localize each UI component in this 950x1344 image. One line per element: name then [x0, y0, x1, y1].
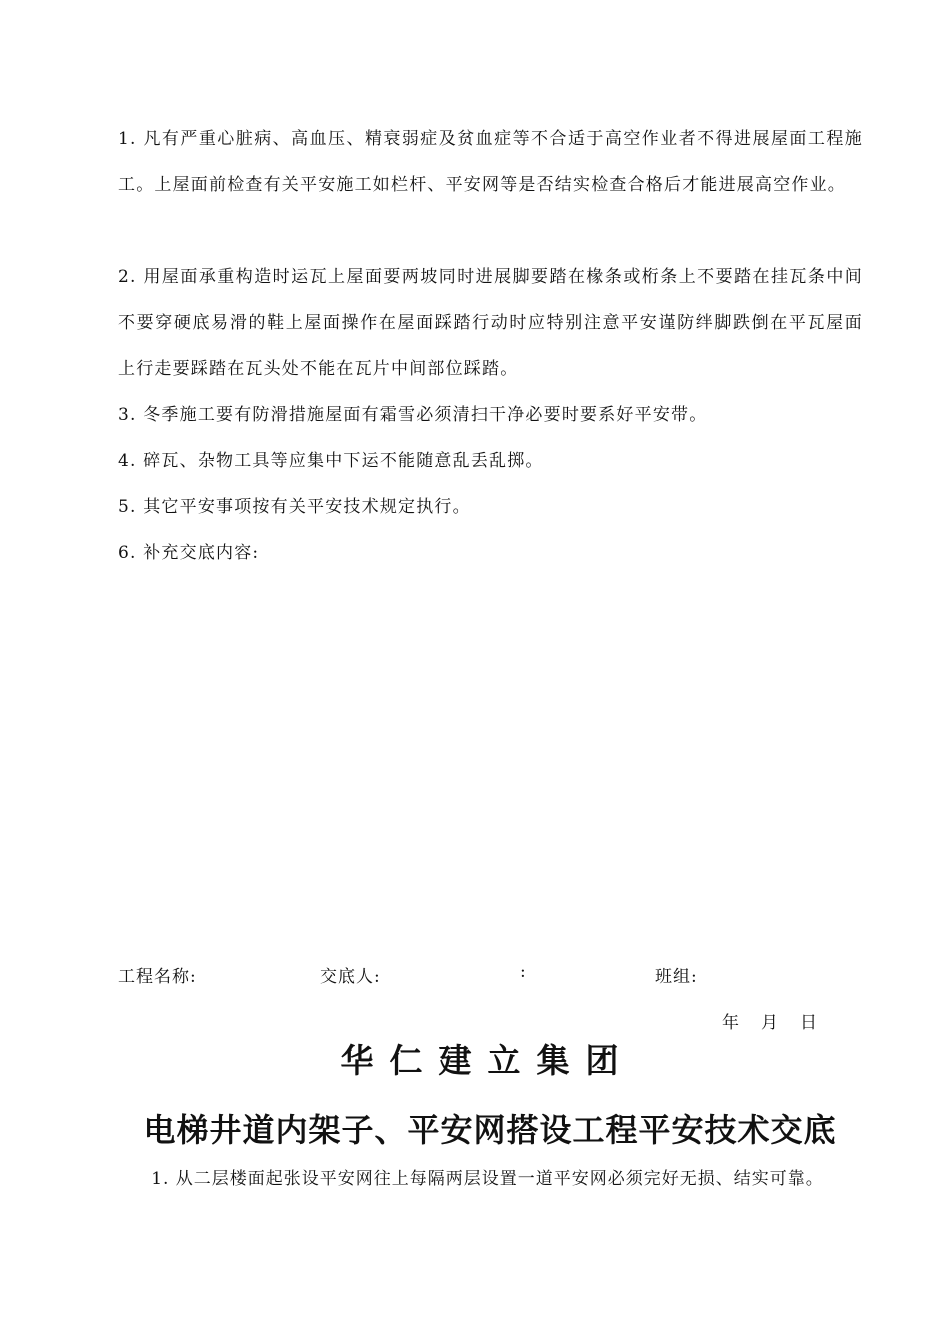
next-section-item-1: 1. 从二层楼面起张设平安网往上每隔两层设置一道平安网必须完好无损、结实可靠。 — [151, 1169, 824, 1189]
company-name: 华仁建立集团 — [340, 1041, 635, 1080]
team-label: 班组: — [655, 967, 698, 987]
date-day: 日 — [800, 1013, 817, 1033]
item-6: 6. 补充交底内容: — [118, 543, 260, 563]
document-title: 电梯井道内架子、平安网搭设工程平安技术交底 — [143, 1111, 837, 1149]
project-name-label: 工程名称: — [118, 967, 197, 987]
item-1: 1. 凡有严重心脏病、高血压、精衰弱症及贫血症等不合适于高空作业者不得进展屋面工程施工。上屋面前检查有关平安施工如栏杆、平安网等是否结实检查合格后才能进展高空作业。 — [118, 129, 863, 195]
item-3: 3. 冬季施工要有防滑措施屋面有霜雪必须清扫干净必要时要系好平安带。 — [118, 405, 708, 425]
item-5: 5. 其它平安事项按有关平安技术规定执行。 — [118, 497, 471, 517]
item-2: 2. 用屋面承重构造时运瓦上屋面要两坡同时进展脚要踏在椽条或桁条上不要踏在挂瓦条中间不要穿硬底易滑的鞋上屋面操作在屋面踩踏行动时应特别注意平安谨防绊脚跌倒在平瓦屋面上行走要踩踏在瓦头处不能在瓦片中间部位踩踏。 — [118, 267, 863, 379]
signature-colon: : — [520, 962, 527, 982]
date-month: 月 — [761, 1013, 778, 1033]
item-4: 4. 碎瓦、杂物工具等应集中下运不能随意乱丢乱掷。 — [118, 451, 544, 471]
presenter-label: 交底人: — [320, 967, 381, 987]
date-year: 年 — [722, 1013, 739, 1033]
